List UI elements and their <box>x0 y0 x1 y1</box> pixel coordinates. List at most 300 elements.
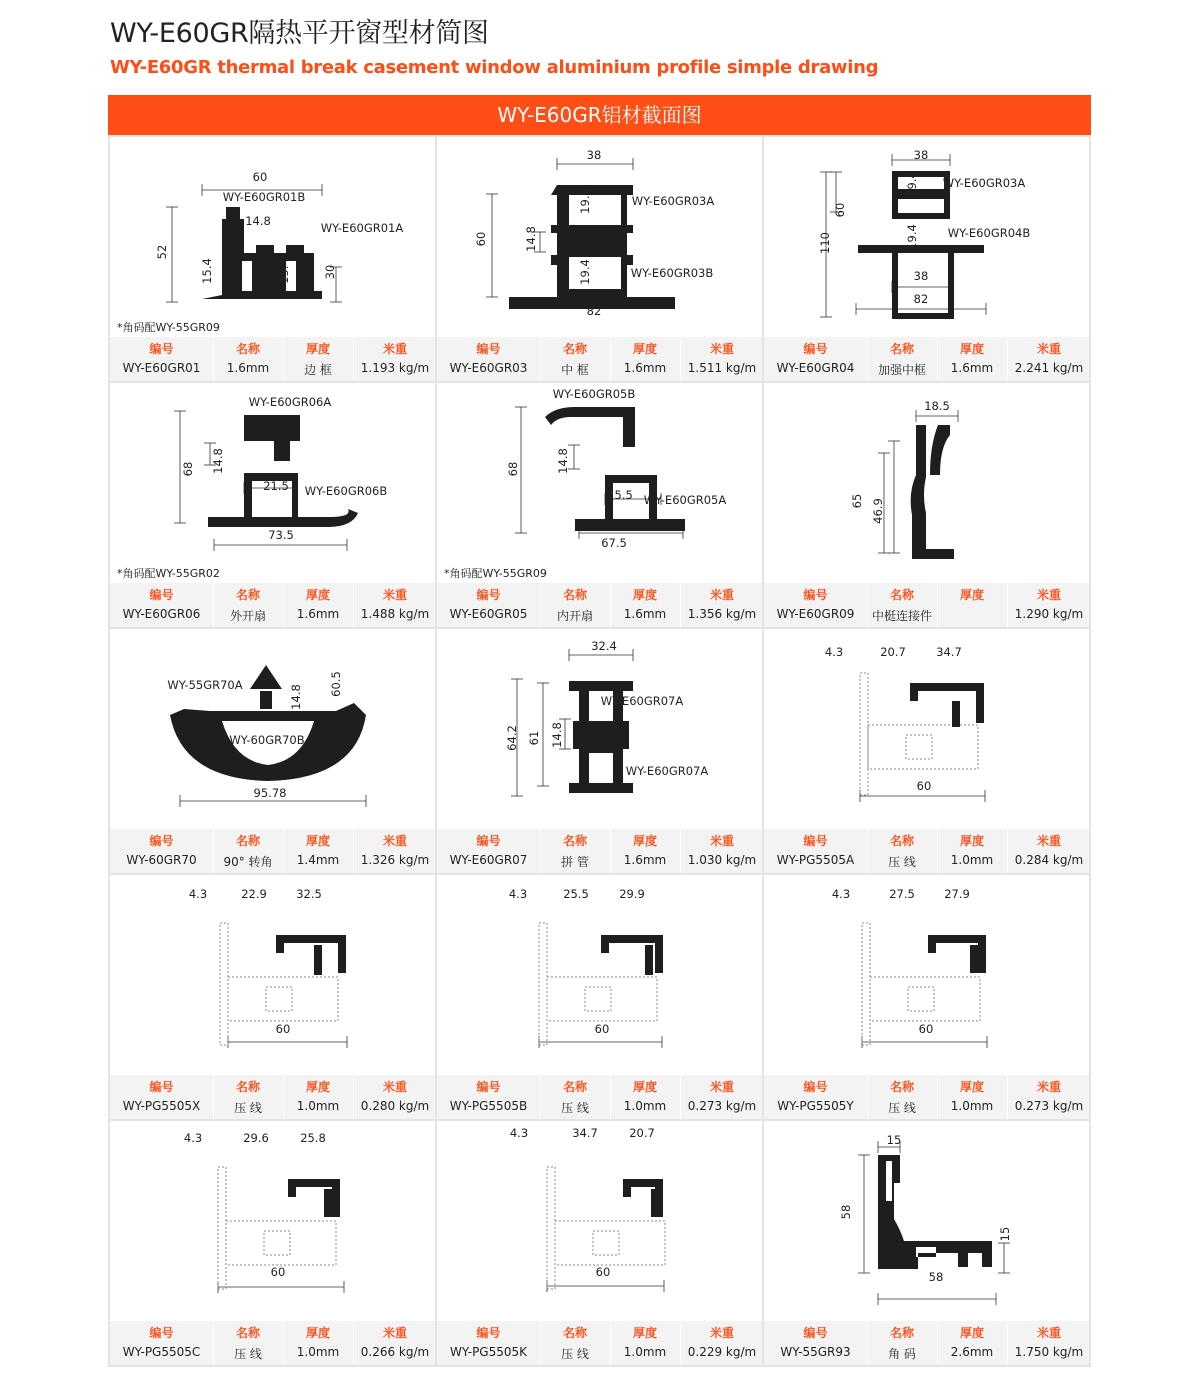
dimension-label: WY-E60GR01A <box>320 221 404 235</box>
spec-value: 1.6mm <box>950 361 994 375</box>
dimension-label: 32.5 <box>296 887 322 901</box>
spec-divider <box>680 1321 681 1365</box>
profile-cell <box>437 137 762 381</box>
profile-cell <box>764 383 1089 627</box>
spec-divider <box>680 1075 681 1119</box>
dimension-label: 15.4 <box>200 258 214 284</box>
spec-header: 名称 <box>562 342 587 356</box>
frame-outline <box>860 673 978 795</box>
dimension-label: WY-E60GR01B <box>222 190 306 204</box>
spec-value: 1.326 kg/m <box>360 853 430 867</box>
spec-header: 米重 <box>382 834 407 848</box>
dimension-label: 15.5 <box>607 488 633 502</box>
spec-value: WY-E60GR03 <box>449 361 528 375</box>
dimension-label: 60 <box>916 779 932 793</box>
dimension-label: WY-E60GR03B <box>630 266 714 280</box>
spec-value: 1.4mm <box>296 853 340 867</box>
profile-cell <box>437 383 762 627</box>
profile-cell <box>764 1121 1089 1365</box>
profile-cell <box>437 1121 762 1365</box>
spec-value: 压 线 <box>888 1101 916 1115</box>
dimension-label: 64.2 <box>505 725 519 751</box>
spec-table <box>437 1075 762 1119</box>
spec-divider <box>213 829 214 873</box>
spec-value: 1.6mm <box>296 607 340 621</box>
bead-c <box>288 1179 340 1217</box>
spec-divider <box>610 583 611 627</box>
spec-header: 厚度 <box>305 588 330 602</box>
dimension-label: 4.3 <box>183 1131 203 1145</box>
spec-header: 名称 <box>235 588 260 602</box>
dimension-label: 60 <box>833 202 847 218</box>
spec-header: 名称 <box>889 1080 914 1094</box>
spec-table <box>437 829 762 873</box>
spec-divider <box>1007 1321 1008 1365</box>
dimension-label: 29.6 <box>243 1131 269 1145</box>
spec-header: 名称 <box>562 1326 587 1340</box>
dimension-label: 19.4 <box>578 188 592 214</box>
spec-header: 米重 <box>1036 588 1061 602</box>
spec-value: 边 框 <box>304 363 332 377</box>
bead-x <box>276 935 346 975</box>
dimension-label: 58 <box>928 1270 944 1284</box>
corner-note: *角码配WY-55GR02 <box>117 567 220 580</box>
spec-divider <box>937 1321 938 1365</box>
spec-table <box>437 1321 762 1365</box>
spec-table <box>437 337 762 381</box>
spec-divider <box>610 337 611 381</box>
dimension-label: WY-E60GR06B <box>304 484 388 498</box>
spec-table <box>764 337 1089 381</box>
spec-header: 编号 <box>476 834 501 848</box>
spec-value: 1.6mm <box>623 361 667 375</box>
spec-value: 1.6mm <box>623 607 667 621</box>
spec-divider <box>283 1321 284 1365</box>
profile-drawing <box>764 875 1089 1075</box>
dimension-label: WY-E60GR04B <box>947 226 1031 240</box>
bead-k <box>623 1179 663 1217</box>
spec-value: 0.266 kg/m <box>360 1345 430 1359</box>
spec-header: 名称 <box>235 1326 260 1340</box>
spec-header: 名称 <box>889 588 914 602</box>
spec-divider <box>213 1075 214 1119</box>
profile-04a <box>892 171 950 219</box>
profile-drawing <box>110 1121 435 1321</box>
dimension-label: 14.8 <box>524 226 538 252</box>
spec-divider <box>1007 1075 1008 1119</box>
spec-value: 0.229 kg/m <box>687 1345 757 1359</box>
spec-header: 名称 <box>562 588 587 602</box>
dimension-label: 60 <box>474 231 488 247</box>
spec-header: 厚度 <box>305 342 330 356</box>
spec-divider <box>540 829 541 873</box>
spec-header: 编号 <box>149 834 174 848</box>
spec-value: 1.488 kg/m <box>360 607 430 621</box>
spec-header: 米重 <box>382 1326 407 1340</box>
spec-value: WY-E60GR07 <box>449 853 528 867</box>
dimension-label: 15.4 <box>277 258 291 284</box>
spec-value: 1.0mm <box>296 1345 340 1359</box>
spec-divider <box>283 829 284 873</box>
spec-divider <box>937 829 938 873</box>
spec-value: WY-PG5505B <box>449 1099 528 1113</box>
spec-value: 拼 管 <box>561 855 589 869</box>
dimension-label: 21.5 <box>263 479 289 493</box>
spec-header: 编号 <box>149 588 174 602</box>
spec-value: WY-PG5505Y <box>777 1099 854 1113</box>
spec-table <box>764 1321 1089 1365</box>
dimension-label: 14.8 <box>556 448 570 474</box>
spec-header: 米重 <box>382 342 407 356</box>
dimension-label: WY-E60GR07A <box>600 694 684 708</box>
dimension-label: 60 <box>595 1265 611 1279</box>
spec-header: 编号 <box>476 1080 501 1094</box>
spec-value: WY-PG5505K <box>449 1345 528 1359</box>
profile-70a <box>250 665 282 709</box>
spec-header: 米重 <box>709 588 734 602</box>
spec-divider <box>283 1075 284 1119</box>
dimension-label: 4.3 <box>831 887 851 901</box>
spec-table <box>764 583 1089 627</box>
spec-value: 内开扇 <box>556 609 593 623</box>
spec-divider <box>680 829 681 873</box>
dimension-label: WY-E60GR03A <box>942 176 1026 190</box>
spec-divider <box>937 583 938 627</box>
dimension-label: 15 <box>886 1133 902 1147</box>
spec-divider <box>1007 583 1008 627</box>
dimension-label: WY-E60GR07A <box>625 764 709 778</box>
spec-header: 编号 <box>803 342 828 356</box>
profile-06 <box>208 415 358 527</box>
dimension-label: 46.9 <box>871 498 885 524</box>
profile-drawing <box>437 383 762 583</box>
spec-header: 名称 <box>235 1080 260 1094</box>
profile-cell <box>110 629 435 873</box>
spec-header: 编号 <box>803 588 828 602</box>
spec-header: 编号 <box>803 1080 828 1094</box>
spec-header: 名称 <box>235 834 260 848</box>
spec-value: 0.273 kg/m <box>687 1099 757 1113</box>
profile-drawing <box>437 629 762 829</box>
spec-header: 厚度 <box>959 1080 984 1094</box>
dimension-label: 110 <box>818 232 832 254</box>
spec-header: 名称 <box>889 342 914 356</box>
profile-drawing <box>764 629 1089 829</box>
profile-drawing <box>110 629 435 829</box>
spec-header: 米重 <box>709 1326 734 1340</box>
spec-value: 0.284 kg/m <box>1014 853 1084 867</box>
spec-value: 90° 转角 <box>223 855 273 869</box>
spec-header: 米重 <box>382 588 407 602</box>
dimension-label: 4.3 <box>509 1126 529 1140</box>
spec-value: 1.6mm <box>226 361 270 375</box>
spec-table <box>110 583 435 627</box>
dimension-label: 68 <box>506 461 520 477</box>
dimension-label: 4.3 <box>508 887 528 901</box>
spec-header: 名称 <box>562 834 587 848</box>
dimension-label: 95.78 <box>253 786 287 800</box>
spec-table <box>764 829 1089 873</box>
spec-divider <box>867 337 868 381</box>
dimension-label: 14.8 <box>289 684 303 710</box>
spec-header: 厚度 <box>959 834 984 848</box>
profile-drawing <box>437 137 762 337</box>
dimension-label: 4.3 <box>188 887 208 901</box>
spec-value: 0.273 kg/m <box>1014 1099 1084 1113</box>
dimension-label: 22.9 <box>241 887 267 901</box>
spec-header: 编号 <box>803 834 828 848</box>
spec-divider <box>937 337 938 381</box>
dimension-label: 19.4 <box>905 224 919 250</box>
spec-divider <box>867 1075 868 1119</box>
spec-divider <box>867 829 868 873</box>
dimension-label: WY-55GR70A <box>167 678 243 692</box>
spec-divider <box>353 829 354 873</box>
spec-value: 中 框 <box>561 363 589 377</box>
spec-value: WY-E60GR05 <box>449 607 528 621</box>
dimension-label: 27.5 <box>889 887 915 901</box>
spec-header: 厚度 <box>632 1080 657 1094</box>
spec-header: 厚度 <box>305 1080 330 1094</box>
spec-divider <box>680 337 681 381</box>
spec-value: 1.290 kg/m <box>1014 607 1084 621</box>
spec-header: 米重 <box>709 342 734 356</box>
spec-divider <box>1007 337 1008 381</box>
spec-value: WY-E60GR09 <box>776 607 855 621</box>
profile-drawing <box>110 383 435 583</box>
dimension-label: 27.9 <box>944 887 970 901</box>
spec-header: 米重 <box>1036 1326 1061 1340</box>
spec-value: 1.030 kg/m <box>687 853 757 867</box>
profile-cell <box>437 629 762 873</box>
dimension-label: 15 <box>998 1226 1012 1242</box>
spec-divider <box>540 1321 541 1365</box>
spec-value: 1.193 kg/m <box>360 361 430 375</box>
dimension-label: WY-E60GR03A <box>631 194 715 208</box>
spec-divider <box>353 1321 354 1365</box>
spec-value: 1.511 kg/m <box>687 361 757 375</box>
profile-drawing <box>110 137 435 337</box>
spec-header: 名称 <box>235 342 260 356</box>
spec-value: WY-E60GR06 <box>122 607 201 621</box>
spec-table <box>110 829 435 873</box>
profile-drawing <box>764 383 1089 583</box>
dimension-label: 38 <box>913 269 929 283</box>
profile-cell <box>437 875 762 1119</box>
spec-table <box>110 337 435 381</box>
corner-note: *角码配WY-55GR09 <box>444 567 547 580</box>
dimension-label: 73.5 <box>268 528 294 542</box>
profile-cell <box>764 875 1089 1119</box>
dimension-label: 82 <box>913 292 929 306</box>
spec-header: 厚度 <box>305 834 330 848</box>
bead-b <box>601 935 663 975</box>
dimension-label: 14.8 <box>245 214 271 228</box>
dimension-label: 58 <box>839 1204 853 1220</box>
spec-divider <box>540 1075 541 1119</box>
spec-value: WY-PG5505C <box>122 1345 201 1359</box>
spec-divider <box>213 337 214 381</box>
spec-divider <box>353 583 354 627</box>
spec-divider <box>353 1075 354 1119</box>
spec-header: 编号 <box>149 342 174 356</box>
dimension-label: 19.4 <box>578 259 592 285</box>
spec-value: 1.0mm <box>950 1099 994 1113</box>
spec-header: 厚度 <box>632 342 657 356</box>
dimension-label: 60 <box>252 170 268 184</box>
spec-value: 1.750 kg/m <box>1014 1345 1084 1359</box>
spec-value: 2.6mm <box>950 1345 994 1359</box>
dimension-label: 38 <box>913 148 929 162</box>
dimension-label: 60 <box>918 1022 934 1036</box>
profile-drawing <box>764 1121 1089 1321</box>
spec-header: 厚度 <box>632 834 657 848</box>
spec-value: WY-E60GR04 <box>776 361 855 375</box>
dimension-label: 18.5 <box>924 399 950 413</box>
dimension-label: 60 <box>270 1265 286 1279</box>
spec-value: 外开扇 <box>229 609 266 623</box>
spec-divider <box>283 337 284 381</box>
corner-note: *角码配WY-55GR09 <box>117 321 220 334</box>
profile-drawing <box>764 137 1089 337</box>
profile-cell <box>110 875 435 1119</box>
spec-header: 编号 <box>803 1326 828 1340</box>
dimension-label: 68 <box>181 461 195 477</box>
profile-drawing <box>437 1121 762 1321</box>
spec-value: 角 码 <box>888 1347 916 1361</box>
spec-value: 压 线 <box>234 1101 262 1115</box>
spec-header: 厚度 <box>959 588 984 602</box>
spec-header: 厚度 <box>959 342 984 356</box>
spec-divider <box>867 1321 868 1365</box>
dimension-label: 52 <box>155 244 169 260</box>
dimension-label: 14.8 <box>211 448 225 474</box>
spec-header: 编号 <box>149 1080 174 1094</box>
spec-value: 0.280 kg/m <box>360 1099 430 1113</box>
page-header <box>110 14 1090 80</box>
spec-divider <box>213 583 214 627</box>
spec-divider <box>610 829 611 873</box>
spec-divider <box>540 337 541 381</box>
dimension-label: WY-E60GR05B <box>552 387 636 401</box>
spec-header: 编号 <box>476 342 501 356</box>
spec-header: 名称 <box>562 1080 587 1094</box>
dimension-label: 82 <box>586 304 602 318</box>
spec-divider <box>283 583 284 627</box>
dimension-label: 65 <box>850 493 864 509</box>
spec-value: WY-E60GR01 <box>122 361 201 375</box>
spec-header: 编号 <box>476 1326 501 1340</box>
spec-table <box>764 1075 1089 1119</box>
dimension-label: 25.8 <box>300 1131 326 1145</box>
spec-header: 厚度 <box>305 1326 330 1340</box>
spec-header: 米重 <box>1036 1080 1061 1094</box>
spec-header: 厚度 <box>632 1326 657 1340</box>
spec-divider <box>680 583 681 627</box>
dimension-label: 38 <box>586 148 602 162</box>
spec-divider <box>353 337 354 381</box>
dimension-label: 34.7 <box>936 645 962 659</box>
profile-drawing <box>110 875 435 1075</box>
profile-grid <box>108 135 1091 1367</box>
profile-cell <box>110 1121 435 1365</box>
spec-divider <box>610 1075 611 1119</box>
dimension-label: 20.7 <box>880 645 906 659</box>
dimension-label: 34.7 <box>572 1126 598 1140</box>
spec-value: WY-PG5505X <box>122 1099 201 1113</box>
spec-header: 名称 <box>889 834 914 848</box>
page-title: WY-E60GR隔热平开窗型材简图 <box>110 18 489 49</box>
dimension-label: 30 <box>323 264 337 280</box>
dimension-label: 4.3 <box>824 645 844 659</box>
dimension-label: 14.8 <box>550 722 564 748</box>
dimension-label: 61 <box>527 730 541 746</box>
profile-cell <box>764 137 1089 381</box>
spec-value: WY-60GR70 <box>126 853 197 867</box>
spec-divider <box>540 583 541 627</box>
dimension-label: 32.4 <box>591 639 617 653</box>
spec-value: 1.356 kg/m <box>687 607 757 621</box>
spec-divider <box>610 1321 611 1365</box>
dimension-label: 20.7 <box>629 1126 655 1140</box>
spec-header: 名称 <box>889 1326 914 1340</box>
spec-value: 压 线 <box>888 855 916 869</box>
spec-header: 厚度 <box>959 1326 984 1340</box>
spec-table <box>110 1321 435 1365</box>
spec-table <box>437 583 762 627</box>
spec-header: 厚度 <box>632 588 657 602</box>
dimension-label: 67.5 <box>601 536 627 550</box>
spec-value: 1.6mm <box>623 853 667 867</box>
spec-header: 米重 <box>709 1080 734 1094</box>
dimension-label: 29.9 <box>619 887 645 901</box>
spec-divider <box>213 1321 214 1365</box>
spec-value: 压 线 <box>234 1347 262 1361</box>
dimension-label: 19.4 <box>905 171 919 197</box>
spec-header: 米重 <box>382 1080 407 1094</box>
bead-a <box>910 683 984 727</box>
page-subtitle: WY-E60GR thermal break casement window aluminium profile simple drawing <box>110 57 879 78</box>
spec-header: 米重 <box>709 834 734 848</box>
spec-value: 1.0mm <box>950 853 994 867</box>
spec-value: 1.0mm <box>623 1345 667 1359</box>
profile-09 <box>911 425 954 559</box>
profile-drawing <box>437 875 762 1075</box>
profile-cell <box>110 137 435 381</box>
spec-value: 压 线 <box>561 1101 589 1115</box>
spec-value: 2.241 kg/m <box>1014 361 1084 375</box>
corner-93 <box>878 1155 992 1269</box>
spec-table <box>110 1075 435 1119</box>
section-banner: WY-E60GR铝材截面图 <box>108 95 1091 135</box>
spec-header: 编号 <box>149 1326 174 1340</box>
spec-header: 米重 <box>1036 834 1061 848</box>
profile-cell <box>764 629 1089 873</box>
spec-value: 1.0mm <box>296 1099 340 1113</box>
spec-value: 压 线 <box>561 1347 589 1361</box>
spec-divider <box>1007 829 1008 873</box>
spec-value: 中梃连接件 <box>871 609 932 623</box>
dimension-label: WY-E60GR05A <box>643 493 727 507</box>
spec-header: 编号 <box>476 588 501 602</box>
dimension-label: 25.5 <box>563 887 589 901</box>
spec-value: 加强中框 <box>877 363 926 377</box>
dimension-label: 60 <box>594 1022 610 1036</box>
spec-value: WY-PG5505A <box>776 853 855 867</box>
dimension-label: WY-60GR70B <box>229 733 305 747</box>
spec-value: WY-55GR93 <box>780 1345 851 1359</box>
spec-divider <box>937 1075 938 1119</box>
